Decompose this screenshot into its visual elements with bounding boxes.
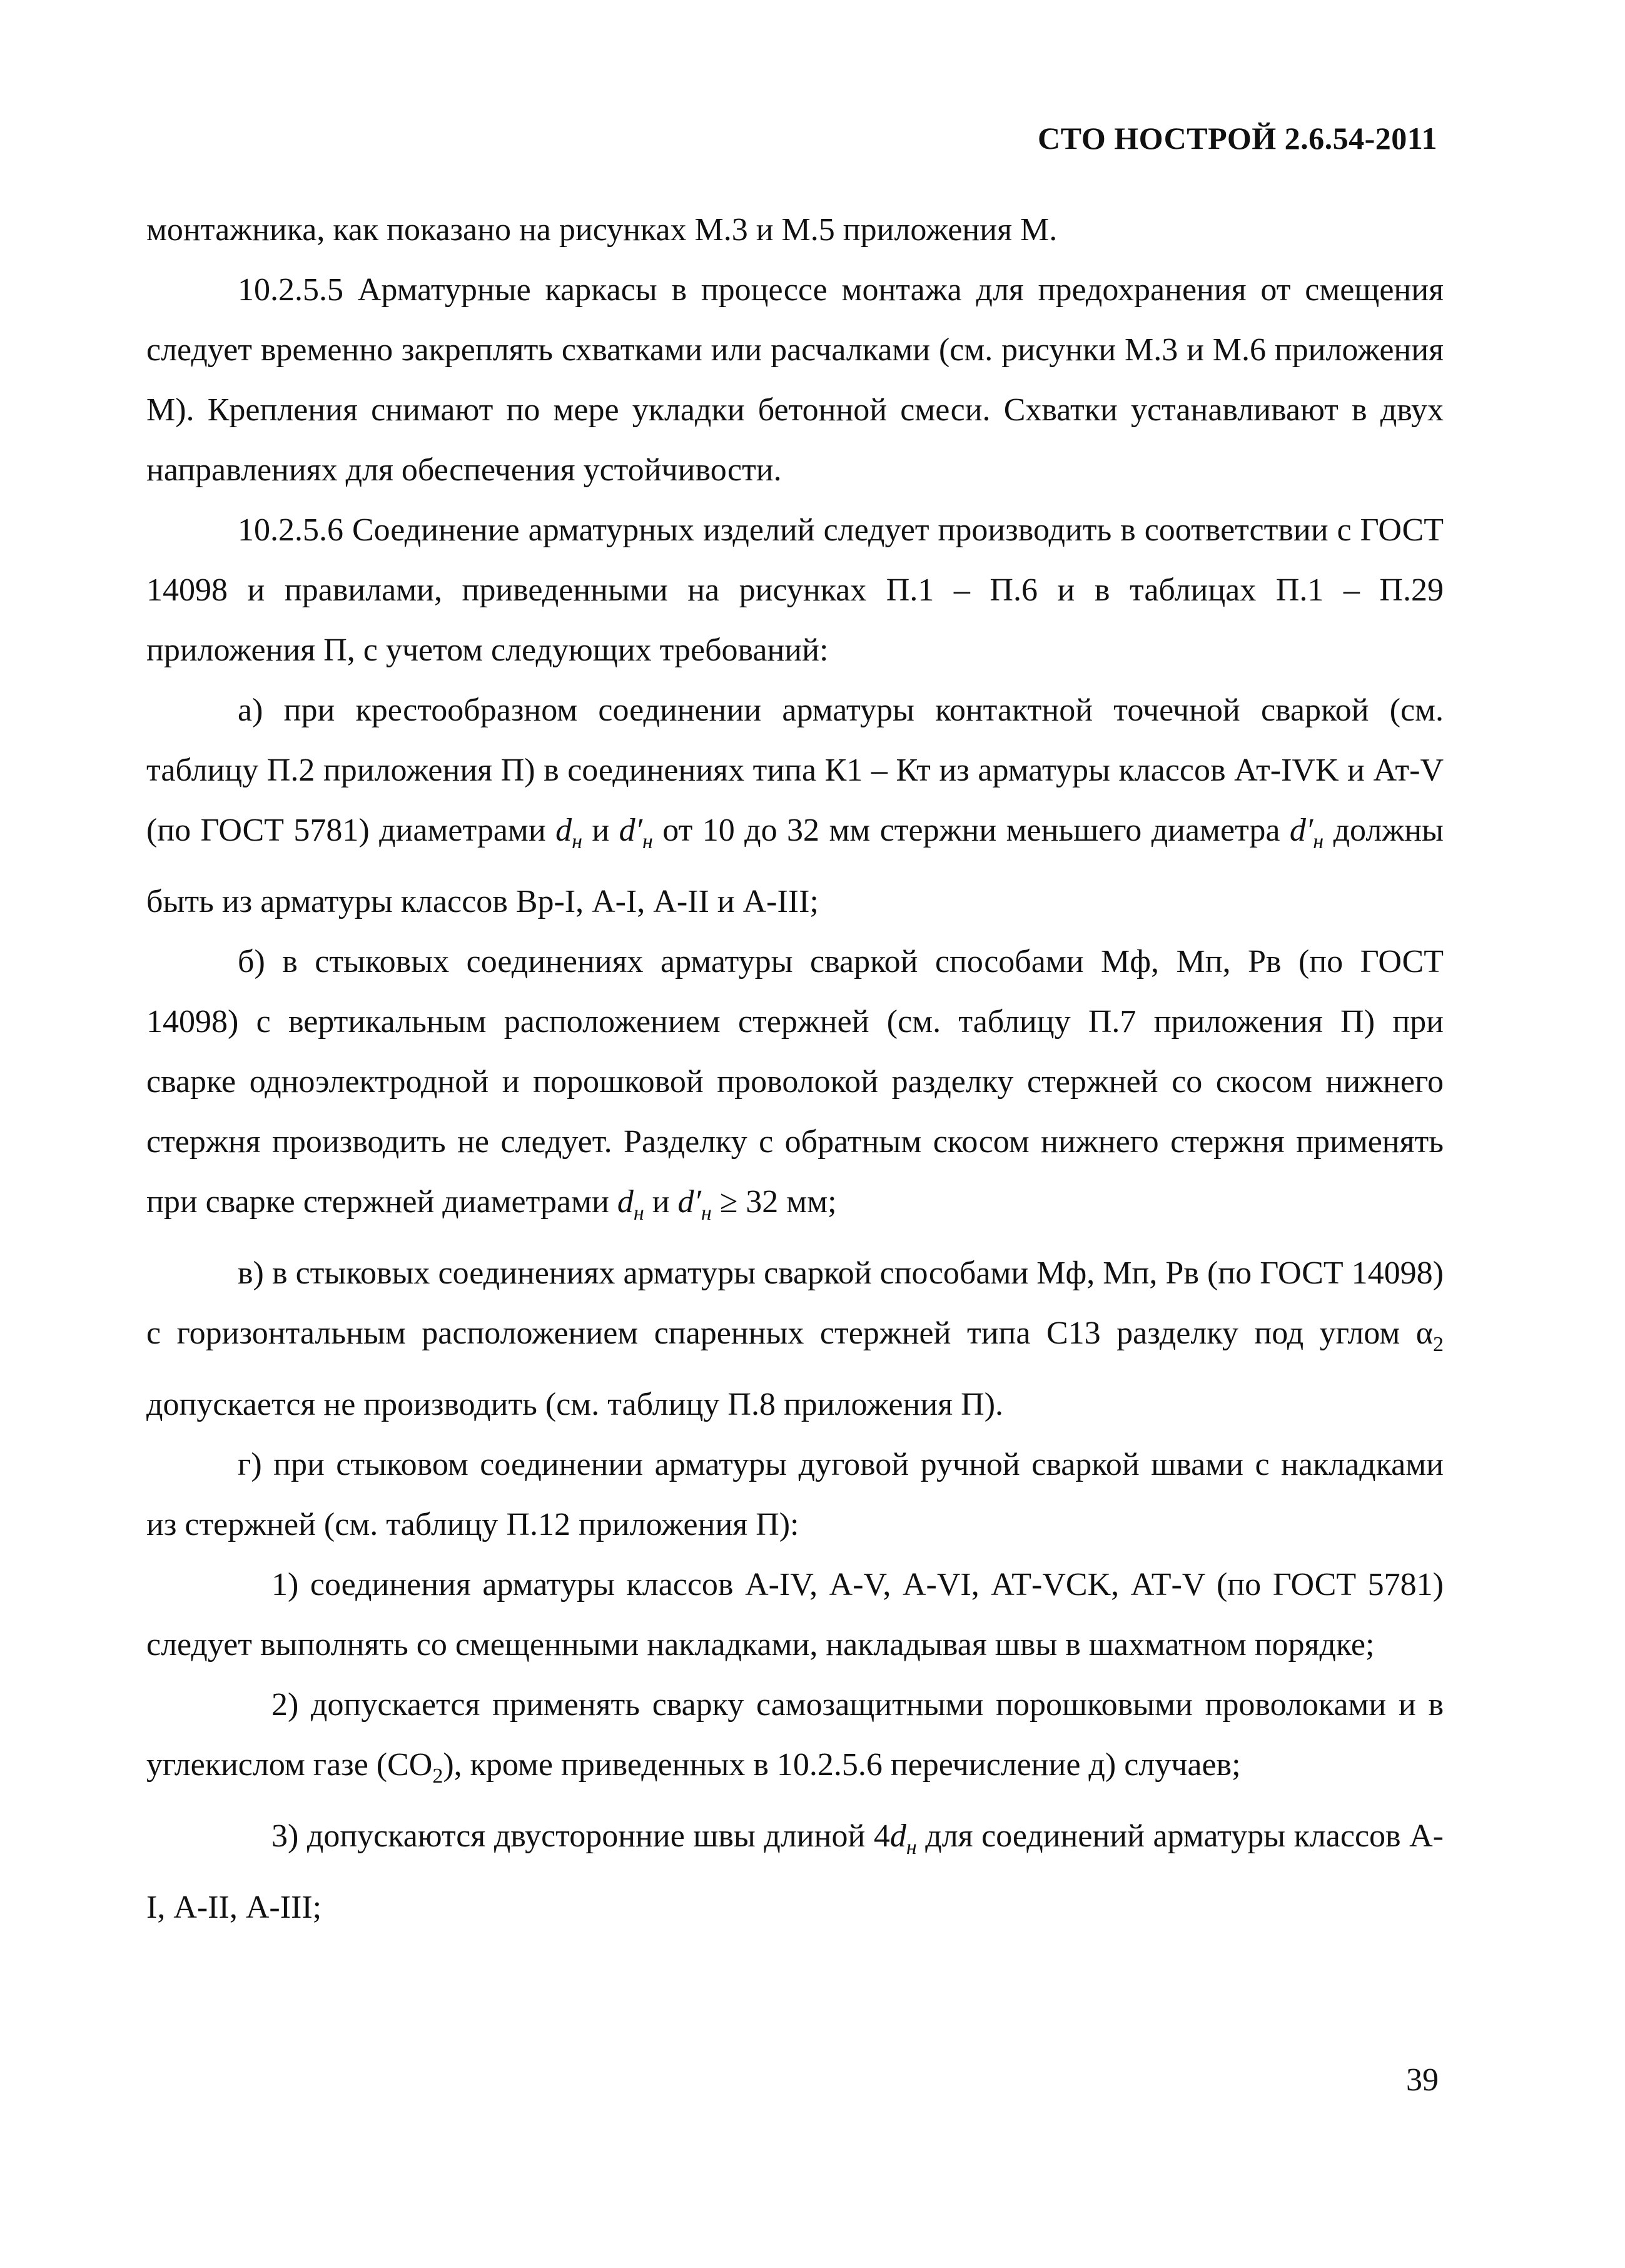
symbol-d-prime: d′ — [677, 1184, 701, 1220]
sub-item-3: 3) допускаются двусторонние швы длиной $4d_н$ для соединений арматуры классов А-I, А-II, А-III; — [146, 1818, 1444, 1925]
list-item-a: а) при крестообразном соединении арматуры контактной точечной сваркой (см. таблицу П.2 приложения П) в соединениях типа К1 – Кт из арматуры классов Ат-IVK и Ат-V (по ГОСТ 5781) диаметрами $d_н$ и $d'_н$ от 10 до 32 мм стержни меньшего диаметра $d'_н$ должны быть из арматуры классов Вр-I, А-I, А-II и А-III; — [146, 692, 1444, 919]
list-item-v: в) в стыковых соединениях арматуры сваркой способами Мф, Мп, Рв (по ГОСТ 14098) с горизонтальным расположением спаренных стержней типа С13 разделку под углом $\alpha_2$ допускается не производить (см. таблицу П.8 приложения П). — [146, 1255, 1444, 1422]
symbol-d-prime: d′ — [619, 813, 642, 848]
list-item-b: б) в стыковых соединениях арматуры сваркой способами Мф, Мп, Рв (по ГОСТ 14098) с вертикальным расположением стержней (см. таблицу П.7 приложения П) при сварке одноэлектродной и порошковой проволокой разделку стержней со скосом нижнего стержня производить не следует. Разделку с обратным скосом нижнего стержня применять при сварке стержней диаметрами $d_н$ и $d'_н \ge 32$ мм; — [146, 944, 1444, 1225]
paragraph-continuation: монтажника, как показано на рисунках М.3 и М.5 приложения М. — [146, 212, 1058, 248]
symbol-d: d — [555, 813, 572, 848]
paragraph-10-2-5-5: 10.2.5.5 Арматурные каркасы в процессе монтажа для предохранения от смещения следует временно закреплять схватками или расчалками (см. рисунки М.3 и М.6 приложения М). Крепления снимают по мере укладки бетонной смеси. Схватки устанавливают в двух направлениях для обеспечения устойчивости. — [146, 272, 1444, 488]
list-item-g: г) при стыковом соединении арматуры дуговой ручной сваркой швами с накладками из стержней (см. таблицу П.12 приложения П): — [146, 1447, 1444, 1542]
paragraph-10-2-5-6: 10.2.5.6 Соединение арматурных изделий следует производить в соответствии с ГОСТ 14098 и правилами, приведенными на рисунках П.1 – П.6 и в таблицах П.1 – П.29 приложения П, с учетом следующих требований: — [146, 512, 1444, 668]
symbol-d-prime: d′ — [1289, 813, 1314, 848]
symbol-d: d — [617, 1184, 634, 1220]
sub-item-2: 2) допускается применять сварку самозащитными порошковыми проволоками и в углекислом газе $(CO_2)$, кроме приведенных в 10.2.5.6 перечисление д) случаев; — [146, 1687, 1444, 1788]
sub-item-1: 1) соединения арматуры классов А-IV, А-V, А-VI, АТ-VCK, АТ-V (по ГОСТ 5781) следует выполнять со смещенными накладками, накладывая швы в шахматном порядке; — [146, 1567, 1444, 1663]
document-body — [146, 200, 1444, 1938]
symbol-d: d — [889, 1818, 906, 1854]
document-code-header: СТО НОСТРОЙ 2.6.54-2011 — [1038, 121, 1437, 156]
page-number: 39 — [1406, 2062, 1439, 2098]
symbol-alpha: α — [1415, 1315, 1433, 1351]
